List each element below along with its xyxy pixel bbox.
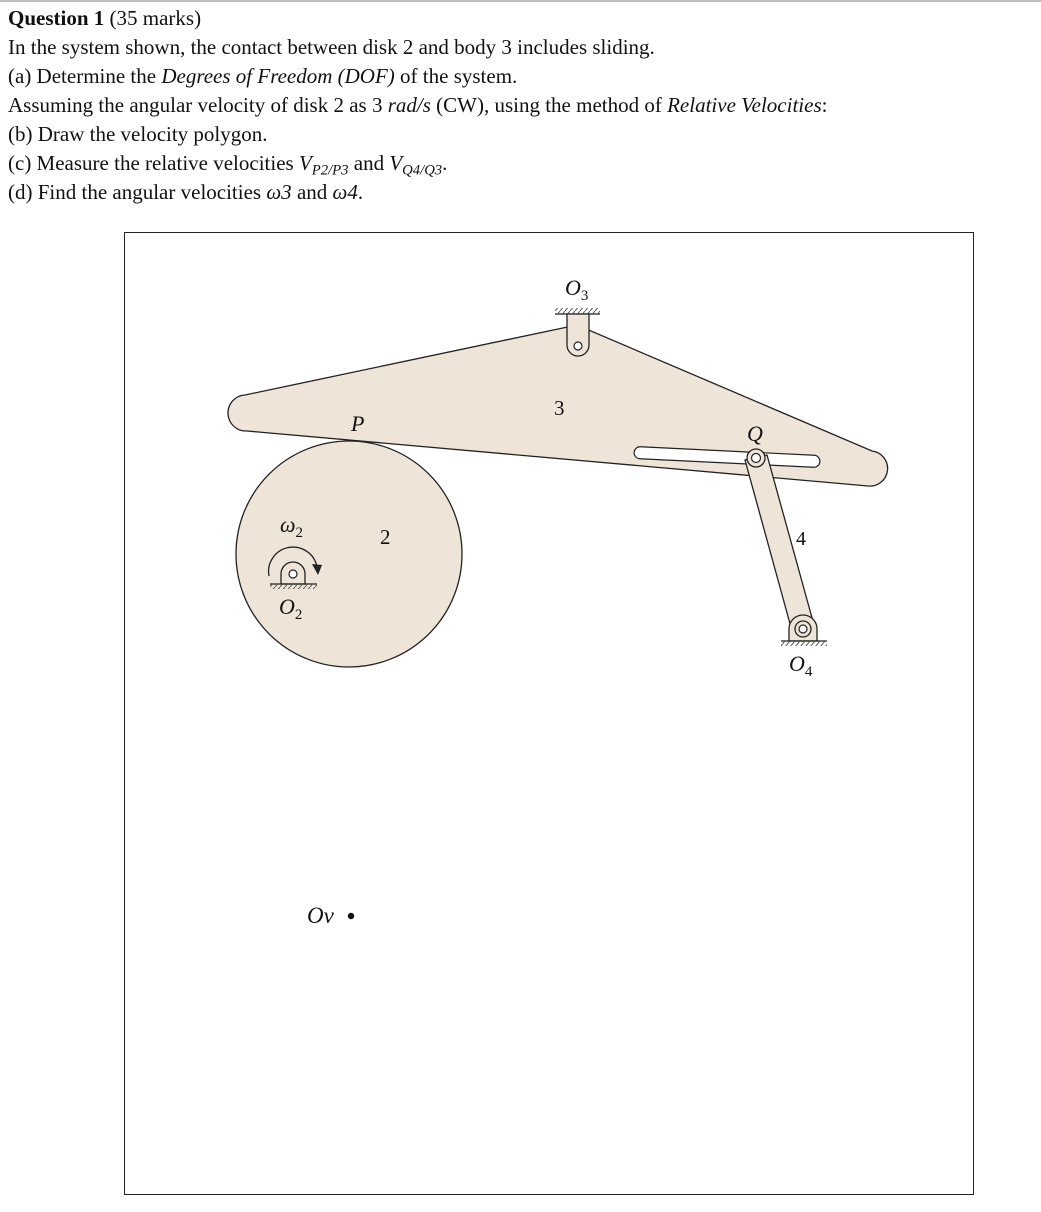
assume-suffix: : <box>821 93 828 117</box>
velocity-p <box>298 151 349 179</box>
ground-O4-hatch <box>781 641 827 646</box>
ground-O3-hatch <box>555 308 600 314</box>
velocity-q <box>389 151 443 179</box>
label-Q: Q <box>747 421 763 446</box>
ground-O2-hatch <box>270 584 317 589</box>
velocity-origin-point <box>348 913 354 919</box>
question-intro: In the system shown, the contact between disk 2 and body 3 includes sliding. <box>8 35 655 59</box>
velocity-p-sub: P2/P3 <box>311 162 349 179</box>
assume-middle: (CW), using the method of <box>430 93 668 117</box>
label-O2: $O_2$ <box>279 594 303 623</box>
label-O4: $O_4$ <box>789 651 813 680</box>
part-a-prefix: (a) Determine the <box>8 64 162 88</box>
question-heading: Question 1 <box>8 6 105 30</box>
label-Ov: Ov <box>307 903 334 928</box>
question-heading-line <box>8 4 1028 33</box>
disk-2 <box>236 441 462 667</box>
velocity-p-symbol: V <box>298 151 312 175</box>
assume-method: Relative Velocities <box>667 93 822 117</box>
pivot-O4 <box>799 625 807 633</box>
part-d-end: . <box>357 180 364 204</box>
assume-prefix: Assuming the angular velocity of disk 2 as 3 <box>8 93 388 117</box>
part-c-prefix: (c) Measure the relative velocities <box>8 151 299 175</box>
part-c <box>8 149 1028 178</box>
label-disk-2: 2 <box>380 525 391 549</box>
part-b: (b) Draw the velocity polygon. <box>8 122 268 146</box>
pin-Q <box>752 454 761 463</box>
mechanism-figure <box>124 232 974 1195</box>
part-d-prefix: (d) Find the angular velocities <box>8 180 267 204</box>
part-d <box>8 178 1028 207</box>
label-link-4: 4 <box>796 528 806 550</box>
omega-3: ω3 <box>266 180 292 204</box>
label-P: P <box>351 411 365 436</box>
pivot-O3 <box>574 342 582 350</box>
top-rule <box>0 0 1041 2</box>
velocity-q-symbol: V <box>389 151 403 175</box>
label-omega2: $\omega_2$ <box>280 512 304 541</box>
part-d-and: and <box>291 180 333 204</box>
assumption-line <box>8 91 1028 120</box>
label-O3: $O_3$ <box>565 275 589 304</box>
question-text <box>8 4 1028 207</box>
part-a-italic: Degrees of Freedom (DOF) <box>161 64 395 88</box>
omega-4: ω4 <box>332 180 358 204</box>
question-marks: (35 marks) <box>109 6 202 30</box>
part-a <box>8 62 1028 91</box>
part-a-suffix: of the system. <box>394 64 518 88</box>
assume-unit: rad/s <box>387 93 431 117</box>
part-c-and: and <box>348 151 390 175</box>
pivot-O2 <box>289 570 297 578</box>
mechanism-diagram <box>125 233 975 1196</box>
velocity-q-sub: Q4/Q3 <box>402 162 443 179</box>
part-c-end: . <box>442 151 448 175</box>
label-body-3: 3 <box>554 396 565 420</box>
